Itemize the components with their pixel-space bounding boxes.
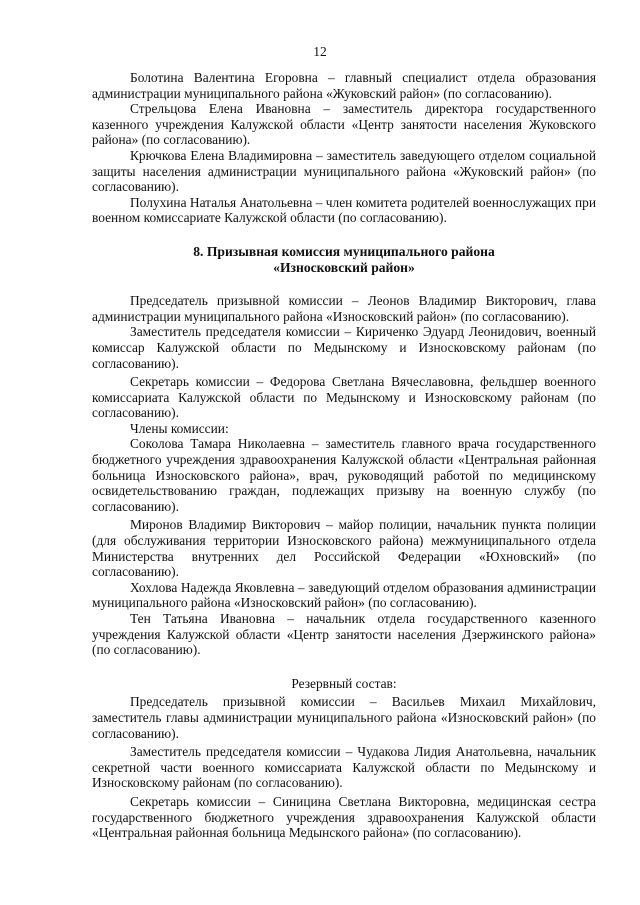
document-body: [92, 70, 596, 841]
paragraph: Полухина Наталья Анатольевна – член комитета родителей военнослужащих при военном комиссариате Калужской области (по согласованию).: [92, 194, 596, 226]
chair-paragraph: Председатель призывной комиссии – Леонов Владимир Викторович, глава администрации муниципального района «Износковский район» (по согласованию).: [92, 293, 596, 324]
section-reserve: [92, 694, 596, 840]
member-paragraph: Тен Татьяна Ивановна – начальник отдела государственного казенного учреждения Калужской области «Центр занятости населения Дзержинского района» (по согласованию).: [92, 611, 596, 658]
members-label: Члены комиссии:: [130, 420, 229, 436]
section-title-line-2: «Износковский район»: [273, 259, 415, 275]
paragraph: Крючкова Елена Владимировна – заместитель заведующего отделом социальной защиты населения администрации муниципального района «Жуковский район» (по согласованию).: [92, 147, 596, 195]
page-number: 12: [313, 44, 327, 59]
member-paragraph: Хохлова Надежда Яковлевна – заведующий отделом образования администрации муниципального района «Износковский район» (по согласованию).: [92, 579, 596, 611]
reserve-secretary-paragraph: Секретарь комиссии – Синицина Светлана Викторовна, медицинская сестра государственного бюджетного учреждения здравоохранения Калужской области «Центральная районная больница Медынского района» (по согласованию).: [92, 793, 596, 841]
secretary-paragraph: Секретарь комиссии – Федорова Светлана Вячеславовна, фельдшер военного комиссариата Калужской области по Медынскому и Износковскому районам (по согласованию).: [92, 374, 596, 421]
section-iznoskovsky: [92, 293, 596, 658]
reserve-deputy-paragraph: Заместитель председателя комиссии – Чудакова Лидия Анатольевна, начальник секретной части военного комиссариата Калужской области по Медынскому и Износковскому районам (по согласованию).: [92, 744, 596, 791]
section-heading: [92, 244, 596, 275]
reserve-heading: Резервный состав:: [291, 675, 397, 691]
section-zhukovsky-continued: [92, 70, 596, 226]
deputy-paragraph: Заместитель председателя комиссии – Кириченко Эдуард Леонидович, военный комиссар Калужской области по Медынскому и Износковскому районам (по согласованию).: [92, 324, 596, 371]
reserve-chair-paragraph: Председатель призывной комиссии – Васильев Михаил Михайлович, заместитель главы администрации муниципального района «Износковский район» (по согласованию).: [92, 694, 596, 741]
section-title-line-1: 8. Призывная комиссия муниципального района: [193, 243, 495, 259]
member-paragraph: Миронов Владимир Викторович – майор полиции, начальник пункта полиции (для обслуживания территории Износковского района) межмуниципального отдела Министерства внутренних дел Российской Федерации «Юхновский» (по согласованию).: [92, 517, 596, 580]
paragraph: Стрельцова Елена Ивановна – заместитель директора государственного казенного учреждения Калужской области «Центр занятости населения Жуковского района» (по согласованию).: [92, 101, 596, 148]
paragraph: Болотина Валентина Егоровна – главный специалист отдела образования администрации муниципального района «Жуковский район» (по согласованию).: [92, 70, 596, 101]
member-paragraph: Соколова Тамара Николаевна – заместитель главного врача государственного бюджетного учреждения здравоохранения Калужской области «Центральная районная больница Износковского района», врач, руководящий работой по медицинскому освидетельствованию граждан, подлежащих призыву на военную службу (по согласованию).: [92, 436, 596, 514]
